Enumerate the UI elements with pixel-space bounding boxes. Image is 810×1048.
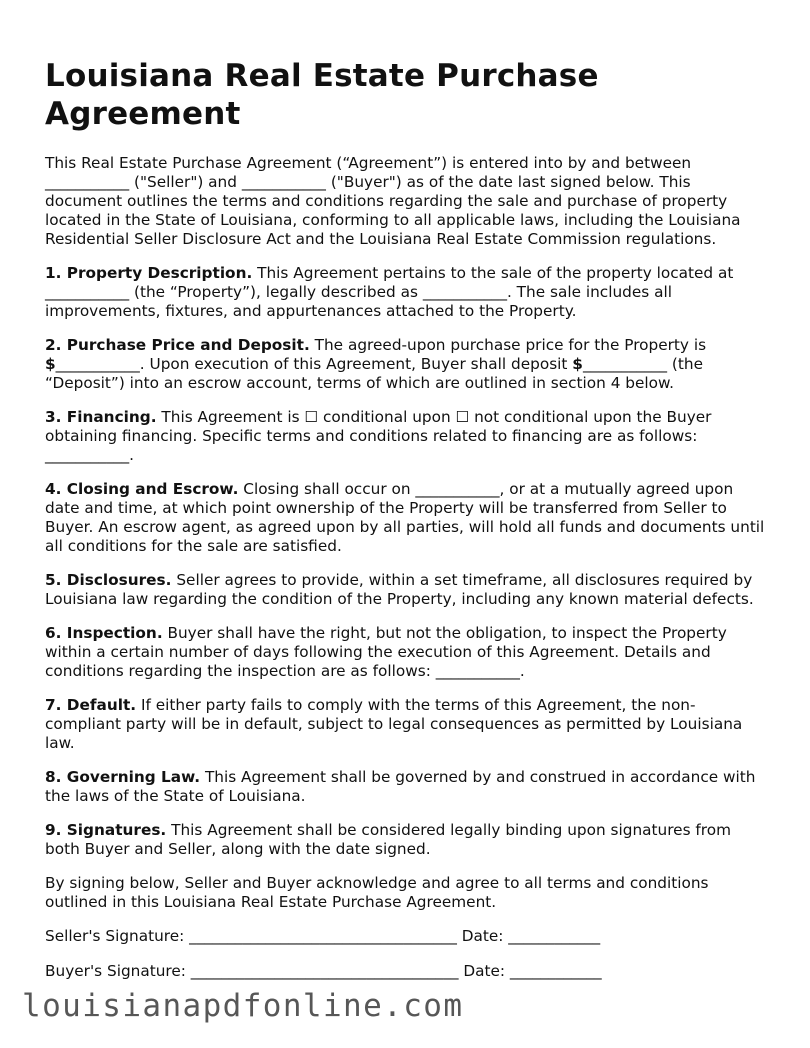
dollar-sign: $ [45, 355, 56, 373]
section-body: ___________ (the “Deposit”) into an escrow account, terms of which are outlined in section 4 below. [45, 355, 704, 392]
section-title: 5. Disclosures. [45, 571, 172, 589]
section-closing-escrow [45, 480, 770, 556]
section-governing-law [45, 768, 770, 806]
section-body: ___________. Upon execution of this Agreement, Buyer shall deposit [55, 355, 573, 373]
section-purchase-price [45, 336, 770, 393]
section-inspection [45, 624, 770, 681]
section-body: Buyer shall have the right, but not the obligation, to inspect the Property within a certain number of days following the execution of this Agreement. Details and conditions regarding the inspection are as follows: ___________. [45, 624, 727, 680]
section-body: The agreed-upon purchase price for the Property is [309, 336, 707, 354]
section-financing [45, 408, 770, 465]
agreement-document [45, 57, 770, 997]
section-title: 7. Default. [45, 696, 137, 714]
section-body: This Agreement shall be governed by and construed in accordance with the laws of the State of Louisiana. [45, 768, 756, 805]
section-title: 4. Closing and Escrow. [45, 480, 239, 498]
section-body: Closing shall occur on ___________, or at a mutually agreed upon date and time, at which point ownership of the Property will be transferred from Seller to Buyer. An escrow agent, as agreed upon by all parties, will hold all funds and documents until all conditions for the sale are satisfied. [45, 480, 765, 555]
section-body: This Agreement pertains to the sale of the property located at ___________ (the “Property”), legally described as ___________. The sale includes all improvements, fixtures, and appurtenances attached to the Property. [45, 264, 734, 320]
seller-signature-line: Seller's Signature: ___________________________________ Date: ____________ [45, 927, 601, 945]
dollar-sign: $ [572, 355, 583, 373]
section-title: 2. Purchase Price and Deposit. [45, 336, 310, 354]
section-title: 9. Signatures. [45, 821, 167, 839]
section-body: Seller agrees to provide, within a set timeframe, all disclosures required by Louisiana law regarding the condition of the Property, including any known material defects. [45, 571, 754, 608]
intro-paragraph: This Real Estate Purchase Agreement (“Agreement”) is entered into by and between ___________ ("Seller") and ___________ ("Buyer") as of the date last signed below. This document outlines the terms and conditions regarding the sale and purchase of property located in the State of Louisiana, conforming to all applicable laws, including the Louisiana Residential Seller Disclosure Act and the Louisiana Real Estate Commission regulations. [45, 154, 741, 248]
section-disclosures [45, 571, 770, 609]
closing-paragraph: By signing below, Seller and Buyer acknowledge and agree to all terms and conditions outlined in this Louisiana Real Estate Purchase Agreement. [45, 874, 709, 911]
section-title: 6. Inspection. [45, 624, 163, 642]
buyer-signature-line: Buyer's Signature: ___________________________________ Date: ____________ [45, 962, 602, 980]
document-title: Louisiana Real Estate Purchase Agreement [45, 58, 599, 132]
section-title: 3. Financing. [45, 408, 157, 426]
section-title: 8. Governing Law. [45, 768, 201, 786]
section-property-description [45, 264, 770, 321]
watermark: louisianapdfonline.com [22, 988, 464, 1024]
section-body: If either party fails to comply with the terms of this Agreement, the non-compliant party will be in default, subject to legal consequences as permitted by Louisiana law. [45, 696, 743, 752]
section-body: This Agreement is ☐ conditional upon ☐ not conditional upon the Buyer obtaining financing. Specific terms and conditions related to financing are as follows: ___________. [45, 408, 712, 464]
section-title: 1. Property Description. [45, 264, 253, 282]
section-default [45, 696, 770, 753]
section-signatures [45, 821, 770, 859]
section-body: This Agreement shall be considered legally binding upon signatures from both Buyer and Seller, along with the date signed. [45, 821, 732, 858]
